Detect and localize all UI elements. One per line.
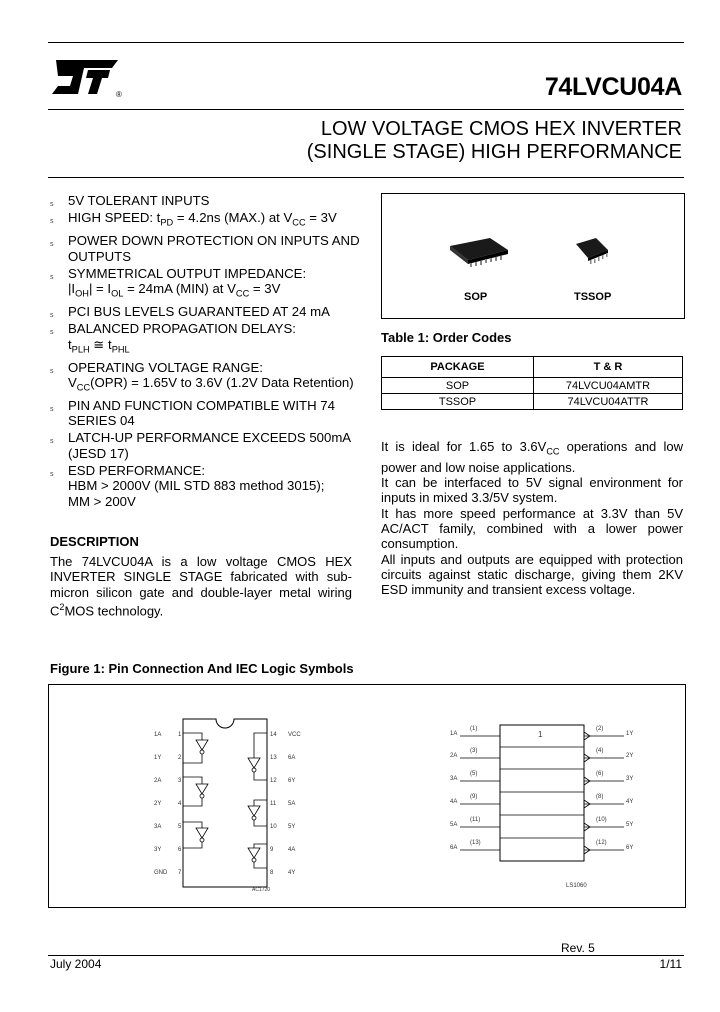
iec-input: 2A [450, 753, 458, 759]
table-cell: TSSOP [382, 394, 534, 410]
description-heading: DESCRIPTION [50, 534, 139, 549]
feature-item: s PCI BUS LEVELS GUARANTEED AT 24 mA [50, 304, 330, 320]
iec-input-number: (11) [470, 817, 481, 823]
iec-output-number: (6) [596, 771, 604, 777]
iec-input: 6A [450, 845, 458, 851]
pin-label: 2A [154, 778, 162, 784]
pin-label: 6A [288, 755, 296, 761]
pin-number: 8 [270, 870, 274, 876]
iec-diagram-code: LS1060 [566, 883, 587, 889]
table-cell: 74LVCU04ATTR [534, 394, 683, 410]
feature-item: s OPERATING VOLTAGE RANGE: $V_{CC}(OPR) = 1.65V$ to 3.6V (1.2V Data Retention) [50, 359, 354, 393]
footer-rule [48, 955, 684, 956]
iec-output: 4Y [626, 799, 634, 805]
table-row [382, 394, 683, 410]
feature-item: s BALANCED PROPAGATION DELAYS: $t_{PLH}$ ≅ $t_{PHL}$ [50, 321, 296, 355]
iec-output: 5Y [626, 822, 634, 828]
iec-input: 3A [450, 776, 458, 782]
pin-label: 3A [154, 824, 162, 830]
pin-number: 2 [178, 755, 182, 761]
description-text: The 74LVCU04A is a low voltage CMOS HEX INVERTER SINGLE STAGE fabricated with sub-micron silicon gate and double-layer metal wiring $C^2MOS$ technology. [50, 554, 352, 619]
pin-connection-diagram [140, 718, 310, 898]
pin-label: 1Y [154, 755, 162, 761]
paragraph: It is ideal for 1.65 to $3.6V_{CC}$ operations and low power and low noise applications. [381, 439, 683, 475]
iec-output-number: (2) [596, 726, 604, 732]
iec-output-number: (10) [596, 817, 607, 823]
pin-label: 3Y [154, 847, 162, 853]
pin-label: 6Y [288, 778, 296, 784]
pin-label: 4A [288, 847, 296, 853]
feature-item: s PIN AND FUNCTION COMPATIBLE WITH 74 SERIES 04 [50, 397, 335, 429]
pin-label: 5Y [288, 824, 296, 830]
feature-item: s 5V TOLERANT INPUTS [50, 193, 210, 208]
iec-output: 2Y [626, 753, 634, 759]
registered-mark: ® [116, 90, 122, 99]
col-header: PACKAGE [382, 357, 534, 378]
pin-label: 4Y [288, 870, 296, 876]
iec-input-number: (13) [470, 840, 481, 846]
iec-input-number: (3) [470, 748, 478, 754]
pin-label: 2Y [154, 801, 162, 807]
footer-date: July 2004 [50, 957, 102, 971]
sop-package-image [444, 232, 514, 272]
iec-output-number: (4) [596, 748, 604, 754]
iec-input: 4A [450, 799, 458, 805]
pin-label: 5A [288, 801, 296, 807]
paragraph: All inputs and outputs are equipped with protection circuits against static discharge, giving them 2KV ESD immunity and transient excess voltage. [381, 551, 683, 598]
tssop-label: TSSOP [574, 291, 612, 303]
pin-number: 7 [178, 870, 182, 876]
pin-number: 14 [270, 732, 277, 738]
table-cell: 74LVCU04AMTR [534, 378, 683, 394]
iec-logic-symbol [440, 724, 640, 894]
paragraph: It has more speed performance at 3.3V than 5V AC/ACT family, combined with a lower power consumption. [381, 505, 683, 552]
iec-output: 1Y [626, 731, 634, 737]
feature-item: s LATCH-UP PERFORMANCE EXCEEDS 500mA (JESD 17) [50, 430, 351, 461]
iec-output-number: (8) [596, 794, 604, 800]
iec-input-number: (9) [470, 794, 478, 800]
title-line-1: LOW VOLTAGE CMOS HEX INVERTER [320, 118, 682, 140]
iec-output: 3Y [626, 776, 634, 782]
part-number: 74LVCU04A [544, 73, 682, 101]
pin-label: 1A [154, 732, 162, 738]
figure-caption: Figure 1: Pin Connection And IEC Logic Symbols [50, 661, 354, 676]
pin-number: 11 [270, 801, 277, 807]
iec-input: 5A [450, 822, 458, 828]
col-header: T & R [534, 357, 683, 378]
pin-number: 12 [270, 778, 277, 784]
pin-number: 10 [270, 824, 277, 830]
pin-number: 6 [178, 847, 182, 853]
footer-page: 1/11 [659, 957, 682, 971]
iec-output: 6Y [626, 845, 634, 851]
pin-label: VCC [288, 732, 301, 738]
pin-diagram-code: AC1720 [252, 887, 271, 893]
iec-function-label: 1 [538, 730, 543, 739]
pin-number: 13 [270, 755, 277, 761]
pin-label: GND [154, 870, 168, 876]
pin-number: 5 [178, 824, 182, 830]
pin-number: 1 [178, 732, 182, 738]
sop-label: SOP [464, 291, 488, 303]
package-image-box [381, 193, 685, 319]
table-header-row [382, 357, 683, 378]
iec-input-number: (5) [470, 771, 478, 777]
footer-rev: Rev. 5 [561, 941, 595, 955]
application-text [381, 439, 683, 598]
table-cell: SOP [382, 378, 534, 394]
pin-number: 9 [270, 847, 274, 853]
pin-number: 4 [178, 801, 182, 807]
title-rule [48, 109, 684, 110]
order-codes-table [381, 356, 683, 410]
order-table-caption: Table 1: Order Codes [381, 330, 512, 345]
feature-item: s ESD PERFORMANCE: HBM > 2000V (MIL STD 883 method 3015); MM > 200V [50, 463, 325, 509]
pin-number: 3 [178, 778, 182, 784]
tssop-package-image [572, 234, 612, 270]
feature-list [50, 193, 370, 511]
iec-input-number: (1) [470, 726, 478, 732]
iec-input: 1A [450, 731, 458, 737]
feature-item: s POWER DOWN PROTECTION ON INPUTS AND OUTPUTS [50, 233, 360, 264]
feature-item: s HIGH SPEED: $t_{PD} = 4.2ns$ (MAX.) at $V_{CC} = 3V$ [50, 210, 337, 228]
feature-item: s SYMMETRICAL OUTPUT IMPEDANCE: $|I_{OH}| = I_{OL} = 24mA$ (MIN) at $V_{CC} = 3V$ [50, 265, 307, 299]
table-row [382, 378, 683, 394]
iec-output-number: (12) [596, 840, 607, 846]
paragraph: It can be interfaced to 5V signal environment for inputs in mixed 3.3/5V system. [381, 475, 683, 506]
dip-package-outline [182, 718, 268, 888]
title-line-2: (SINGLE STAGE) HIGH PERFORMANCE [306, 141, 682, 163]
subtitle-rule [48, 177, 684, 178]
top-rule [48, 42, 684, 43]
